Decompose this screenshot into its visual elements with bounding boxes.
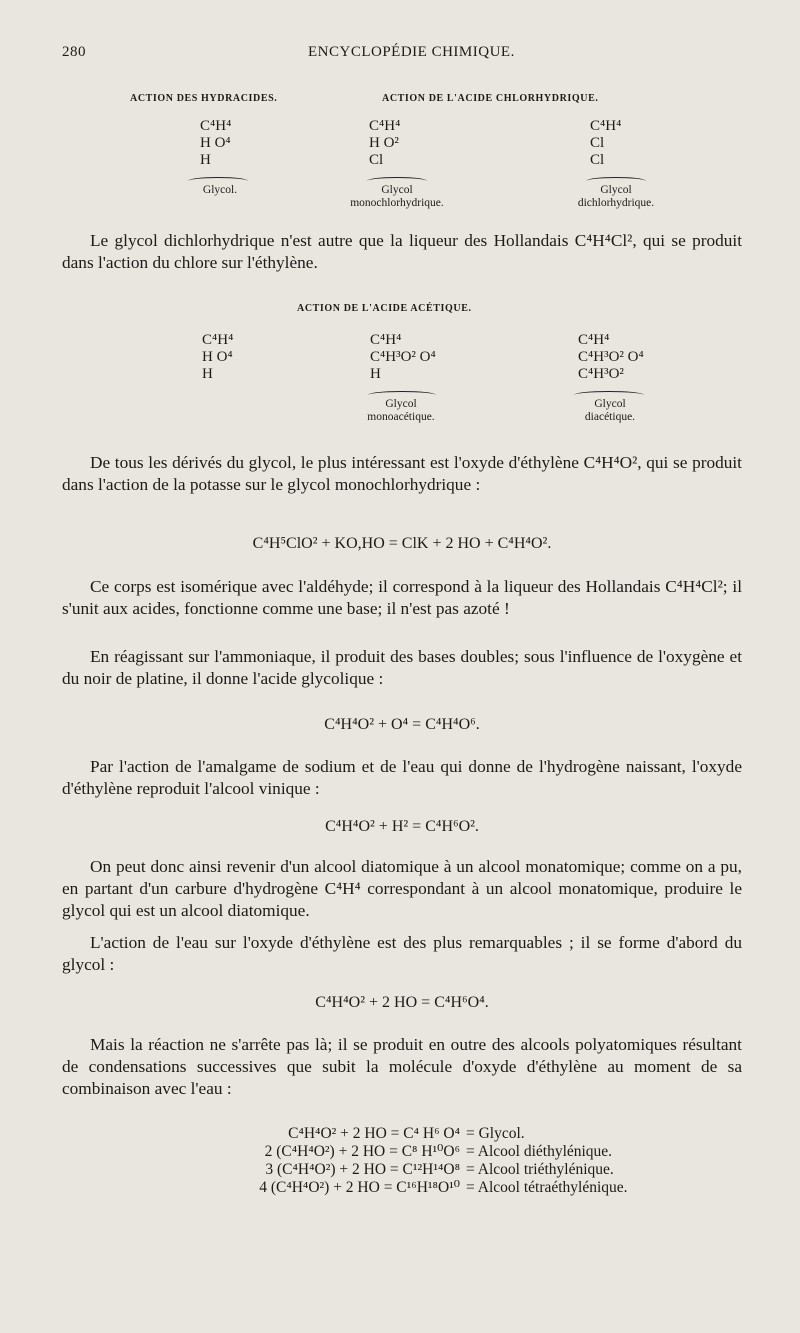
caption-monochlorhydrique (332, 184, 462, 210)
caption-line: diacétique. (584, 411, 636, 423)
formula-line: C⁴H⁴ (202, 332, 234, 348)
caption-line: monoacétique. (367, 411, 435, 423)
heading-hydrochloric: ACTION DE L'ACIDE CHLORHYDRIQUE. (382, 93, 599, 104)
series-row (170, 1125, 730, 1143)
series-equation: 2 (C⁴H⁴O²) + 2 HO = C⁸ H¹⁰O⁶ (264, 1143, 460, 1160)
formula-glycol-acetic (202, 332, 282, 383)
formula-line: H O⁴ (202, 349, 233, 365)
series-equation: 3 (C⁴H⁴O²) + 2 HO = C¹²H¹⁴O⁸ (265, 1161, 460, 1178)
series-name: = Alcool triéthylénique. (466, 1161, 614, 1178)
formula-line: Cl (590, 152, 605, 168)
equation-alcool-vinique: C⁴H⁴O² + H² = C⁴H⁶O². (325, 818, 479, 835)
series-equation: C⁴H⁴O² + 2 HO = C⁴ H⁶ O⁴ (288, 1125, 460, 1142)
formula-line: C⁴H⁴ (590, 118, 622, 134)
paragraph-action-eau: L'action de l'eau sur l'oxyde d'éthylène est des plus remarquables ; il se forme d'abord du glycol : (62, 933, 742, 974)
paragraph-amalgame: Par l'action de l'amalgame de sodium et de l'eau qui donne de l'hydrogène naissant, l'oxyde d'éthylène reproduit l'alcool vinique : (62, 757, 742, 798)
formula-line: H O⁴ (200, 135, 231, 151)
formula-line: H O² (369, 135, 399, 151)
page-number: 280 (62, 44, 86, 60)
equation-potasse: C⁴H⁵ClO² + KO,HO = ClK + 2 HO + C⁴H⁴O². (252, 535, 552, 552)
formula-line: C⁴H³O² (578, 366, 624, 382)
paragraph-ammoniaque: En réagissant sur l'ammoniaque, il produit des bases doubles; sous l'influence de l'oxygène et du noir de platine, il donne l'acide glycolique : (62, 647, 742, 688)
caption-line: Glycol (594, 398, 626, 410)
formula-line: C⁴H⁴ (578, 332, 610, 348)
polyatomic-alcohol-series (170, 1125, 730, 1197)
caption-diacetique (550, 398, 670, 424)
caption-line: dichlorhydrique. (577, 197, 655, 209)
formula-line: C⁴H³O² O⁴ (578, 349, 644, 365)
equation-glycol-formation: C⁴H⁴O² + 2 HO = C⁴H⁶O⁴. (315, 994, 489, 1011)
series-name: = Glycol. (466, 1125, 525, 1142)
caption-glycol: Glycol. (202, 184, 238, 196)
formula-glycol-monoacetique (370, 332, 490, 383)
formula-line: C⁴H⁴ (370, 332, 402, 348)
formula-line: H (200, 152, 211, 168)
formula-glycol-dichlorhydrique (590, 118, 670, 169)
formula-line: C⁴H⁴ (369, 118, 401, 134)
caption-dichlorhydrique (556, 184, 676, 210)
paragraph-oxyde-ethylene: De tous les dérivés du glycol, le plus intéressant est l'oxyde d'éthylène C⁴H⁴O², qui se produit dans l'action de la potasse sur le glycol monochlorhydrique : (62, 453, 742, 494)
caption-monoacetique (336, 398, 466, 424)
series-row (170, 1143, 730, 1161)
formula-glycol (200, 118, 280, 169)
running-title: ENCYCLOPÉDIE CHIMIQUE. (308, 44, 515, 60)
series-row (170, 1179, 730, 1197)
formula-line: Cl (590, 135, 605, 151)
paragraph-alcools-polyatomiques: Mais la réaction ne s'arrête pas là; il se produit en outre des alcools polyatomiques résultant de condensations successives que subit la molécule d'oxyde d'éthylène au moment de sa combinaison avec l'eau : (62, 1035, 742, 1098)
paragraph-diatomique: On peut donc ainsi revenir d'un alcool diatomique à un alcool monatomique; comme on a pu, en partant d'un carbure d'hydrogène C⁴H⁴ correspondant à un alcool monatomique, produire le glycol qui est un alcool diatomique. (62, 857, 742, 920)
formula-line: C⁴H⁴ (200, 118, 232, 134)
paragraph-liqueur-hollandais: Le glycol dichlorhydrique n'est autre que la liqueur des Hollandais C⁴H⁴Cl², qui se produit dans l'action du chlore sur l'éthylène. (62, 231, 742, 272)
equation-acide-glycolique: C⁴H⁴O² + O⁴ = C⁴H⁴O⁶. (324, 716, 480, 733)
series-equation: 4 (C⁴H⁴O²) + 2 HO = C¹⁶H¹⁸O¹⁰ (259, 1179, 460, 1196)
heading-hydracids: ACTION DES HYDRACIDES. (130, 93, 278, 104)
caption-line: monochlorhydrique. (350, 197, 444, 209)
caption-line: Glycol (385, 398, 417, 410)
caption-line: Glycol (600, 184, 632, 196)
formula-line: H (202, 366, 213, 382)
paragraph-isomerique: Ce corps est isomérique avec l'aldéhyde; il correspond à la liqueur des Hollandais C⁴H⁴Cl²; il s'unit aux acides, fonctionne comme une base; il n'est pas azoté ! (62, 577, 742, 618)
formula-glycol-monochlorhydrique (369, 118, 469, 169)
heading-acetic: ACTION DE L'ACIDE ACÉTIQUE. (297, 303, 472, 314)
formula-line: Cl (369, 152, 384, 168)
formula-glycol-diacetique (578, 332, 698, 383)
caption-line: Glycol (381, 184, 413, 196)
formula-line: H (370, 366, 381, 382)
series-name: = Alcool diéthylénique. (466, 1143, 613, 1160)
series-name: = Alcool tétraéthylénique. (466, 1179, 628, 1196)
formula-line: C⁴H³O² O⁴ (370, 349, 436, 365)
series-row (170, 1161, 730, 1179)
